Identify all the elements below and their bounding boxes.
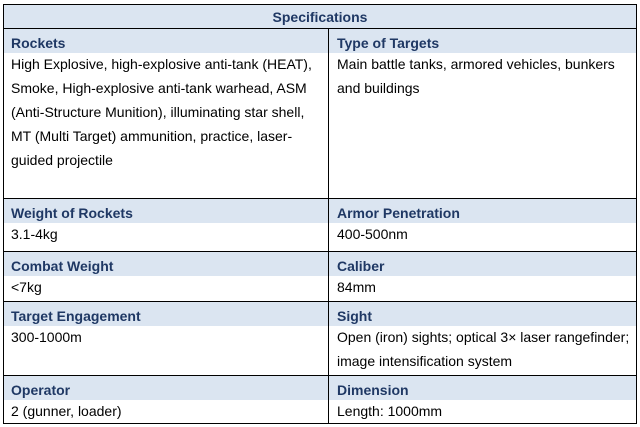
operator-cell — [4, 376, 329, 423]
type-of-targets-cell — [329, 29, 636, 198]
rockets-label: Rockets — [11, 35, 66, 51]
combat-weight-cell — [4, 252, 329, 301]
caliber-label: Caliber — [337, 258, 385, 274]
combat-weight-value: <7kg — [11, 279, 42, 295]
combat-weight-label: Combat Weight — [11, 258, 114, 274]
table-row — [4, 302, 636, 376]
specifications-table — [3, 4, 637, 424]
dimension-cell — [329, 376, 636, 423]
table-row — [4, 29, 636, 199]
operator-label: Operator — [11, 382, 71, 398]
table-row — [4, 199, 636, 252]
dimension-value: Length: 1000mm — [337, 403, 443, 419]
type-of-targets-label: Type of Targets — [337, 35, 440, 51]
armor-penetration-label: Armor Penetration — [337, 205, 460, 221]
caliber-value: 84mm — [337, 279, 376, 295]
table-title: Specifications — [4, 5, 636, 29]
table-row — [4, 376, 636, 423]
weight-of-rockets-label: Weight of Rockets — [11, 205, 133, 221]
weight-of-rockets-value: 3.1-4kg — [11, 226, 58, 242]
sight-value: Open (iron) sights; optical 3× laser rangefinder; image intensification system — [337, 329, 630, 369]
caliber-cell — [329, 252, 636, 301]
rockets-cell — [4, 29, 329, 198]
table-row — [4, 252, 636, 302]
target-engagement-cell — [4, 302, 329, 375]
weight-of-rockets-cell — [4, 199, 329, 251]
armor-penetration-cell — [329, 199, 636, 251]
sight-label: Sight — [337, 308, 372, 324]
target-engagement-label: Target Engagement — [11, 308, 141, 324]
sight-cell — [329, 302, 636, 375]
armor-penetration-value: 400-500nm — [337, 226, 408, 242]
operator-value: 2 (gunner, loader) — [11, 403, 122, 419]
target-engagement-value: 300-1000m — [11, 329, 82, 345]
type-of-targets-value: Main battle tanks, armored vehicles, bunkers and buildings — [337, 56, 615, 96]
rockets-value: High Explosive, high-explosive anti-tank (HEAT), Smoke, High-explosive anti-tank warhead, ASM (Anti-Structure Munition), illuminating star shell, MT (Multi Target) ammunition, practice, laser-guided projectile — [11, 56, 312, 168]
dimension-label: Dimension — [337, 382, 409, 398]
